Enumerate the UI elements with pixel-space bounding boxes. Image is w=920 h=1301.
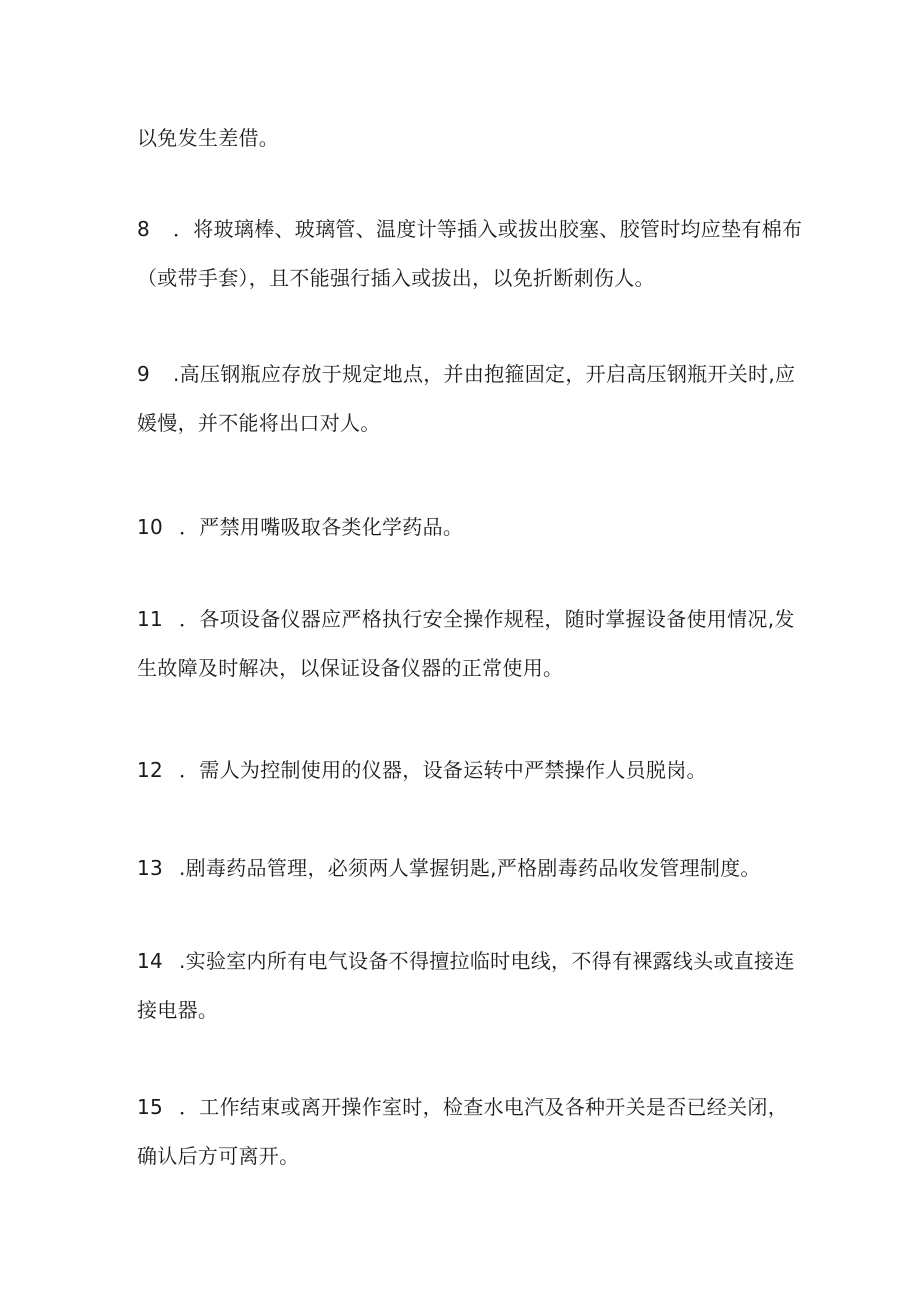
- item-number-11: 11: [137, 607, 164, 631]
- item-13-text-line-1: .剧毒药品管理，必须两人掌握钥匙,严格剧毒药品收发管理制度。: [179, 856, 761, 880]
- item-9-text-line-2: 媛慢，并不能将出口对人。: [137, 411, 381, 435]
- item-11-text-line-2: 生故障及时解决，以保证设备仪器的正常使用。: [137, 656, 564, 680]
- item-11-text-line-1: ．各项设备仪器应严格执行安全操作规程，随时掌握设备使用情况,发: [179, 607, 795, 631]
- item-9-text-line-1: .高压钢瓶应存放于规定地点，并由抱箍固定，开启高压钢瓶开关时,应: [173, 362, 796, 386]
- item-14-text-line-1: .实验室内所有电气设备不得擅拉临时电线，不得有裸露线头或直接连: [179, 949, 795, 973]
- continuation-text-content: 以免发生差借。: [137, 126, 280, 150]
- list-item-14-line-1: [137, 947, 795, 975]
- item-number-12: 12: [137, 758, 164, 782]
- item-15-text-line-2: 确认后方可离开。: [137, 1144, 300, 1168]
- continuation-text: [137, 124, 279, 152]
- list-item-8-line-1: [137, 215, 802, 243]
- item-15-text-line-1: ．工作结束或离开操作室时，检查水电汽及各种开关是否已经关闭，: [179, 1095, 788, 1119]
- list-item-14-line-2: [137, 996, 218, 1024]
- list-item-9-line-1: [137, 360, 795, 388]
- list-item-15-line-1: [137, 1093, 788, 1121]
- list-item-13-line-1: [137, 854, 761, 882]
- list-item-9-line-2: [137, 409, 381, 437]
- list-item-12-line-1: [137, 756, 707, 784]
- item-14-text-line-2: 接电器。: [137, 998, 219, 1022]
- list-item-15-line-2: [137, 1142, 299, 1170]
- list-item-11-line-2: [137, 654, 563, 682]
- item-number-13: 13: [137, 856, 164, 880]
- item-8-text-line-2: （或带手套），且不能强行插入或拔出，以免折断刺伤人。: [137, 266, 655, 290]
- item-8-text-line-1: ．将玻璃棒、玻璃管、温度计等插入或拔出胶塞、胶管时均应垫有棉布: [173, 217, 803, 241]
- item-10-text-line-1: ．严禁用嘴吸取各类化学药品。: [179, 515, 464, 539]
- item-number-15: 15: [137, 1095, 164, 1119]
- list-item-8-line-2: [137, 264, 655, 292]
- item-number-10: 10: [137, 515, 164, 539]
- list-item-10-line-1: [137, 513, 463, 541]
- item-number-8: 8: [137, 217, 151, 241]
- item-number-9: 9: [137, 362, 151, 386]
- list-item-11-line-1: [137, 605, 795, 633]
- item-12-text-line-1: ．需人为控制使用的仪器，设备运转中严禁操作人员脱岗。: [179, 758, 707, 782]
- item-number-14: 14: [137, 949, 164, 973]
